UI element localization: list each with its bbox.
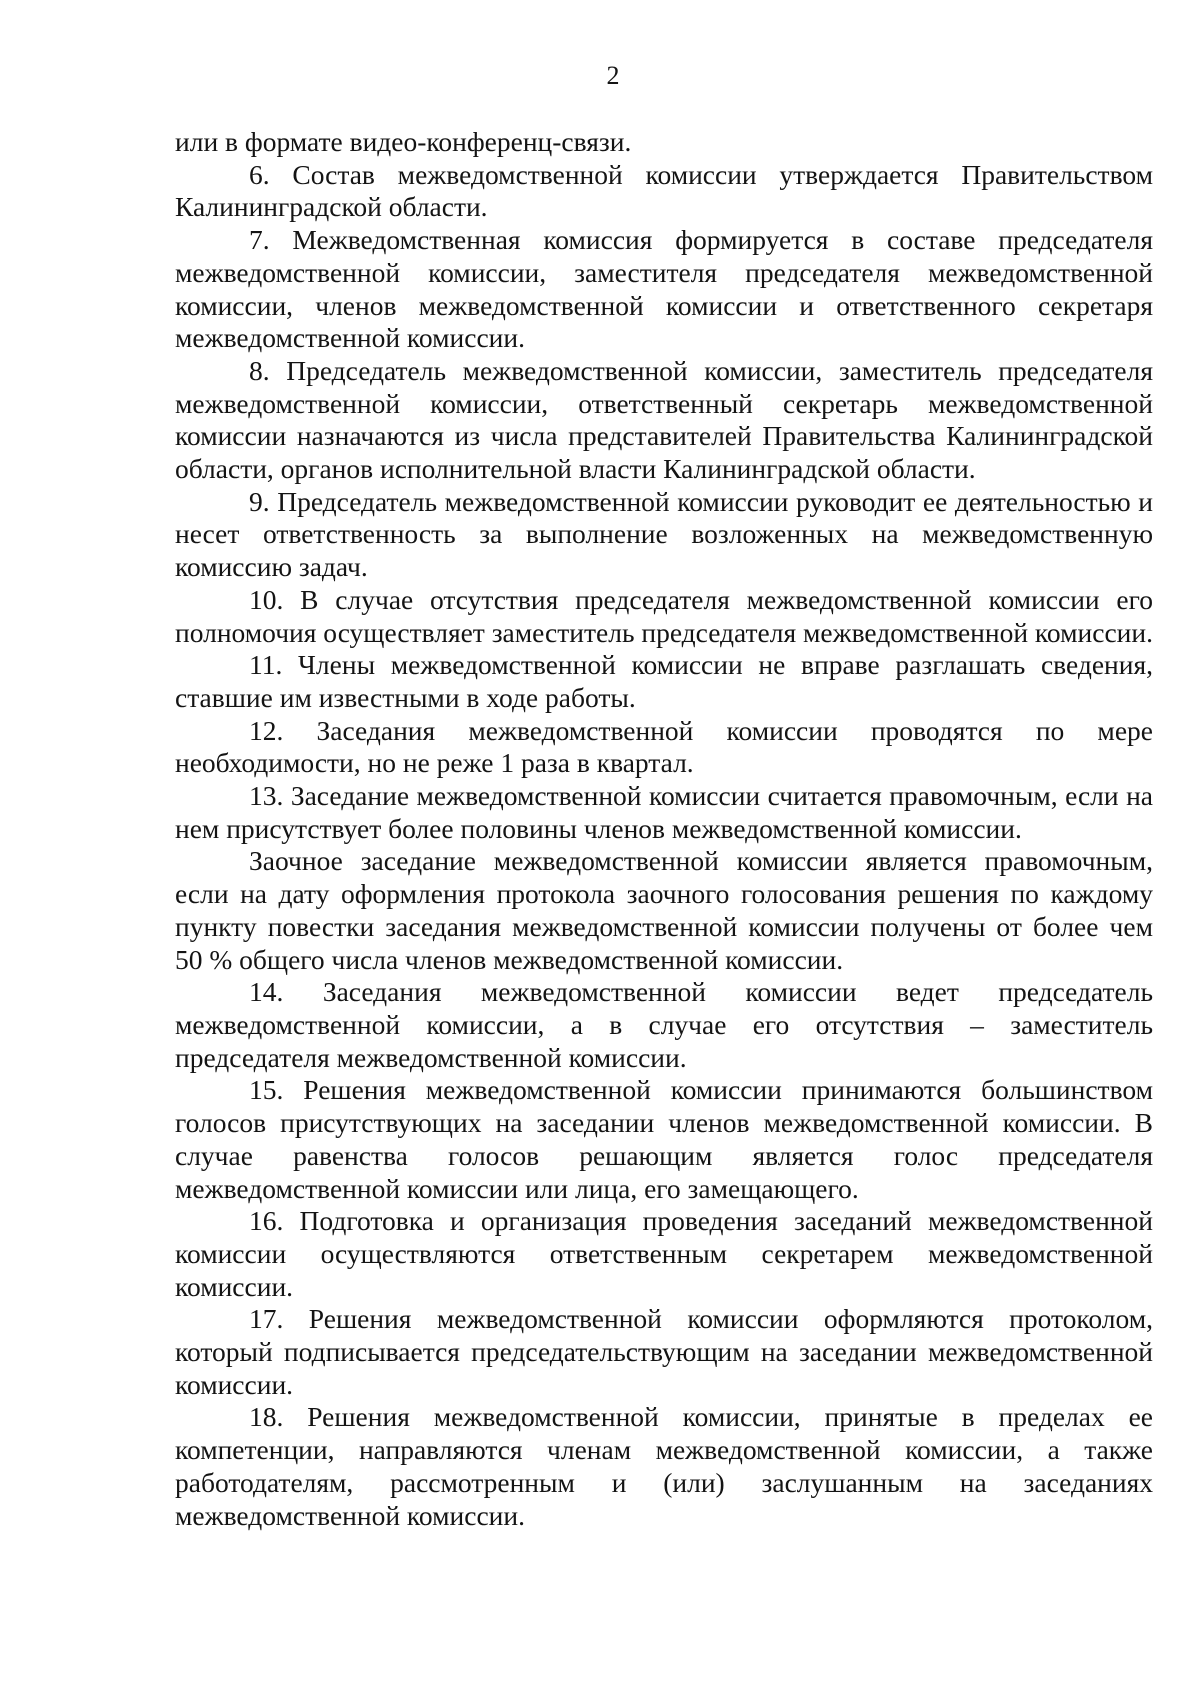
paragraph-item-16: 16. Подготовка и организация проведения заседаний межведомственной комиссии осуществляются ответственным секретарем межведомственной комиссии. [175, 1205, 1153, 1302]
paragraph-item-7: 7. Межведомственная комиссия формируется в составе председателя межведомственной комиссии, заместителя председателя межведомственной комиссии, членов межведомственной комиссии и ответственного секретаря межведомственной комиссии. [175, 224, 1153, 354]
paragraph-item-15: 15. Решения межведомственной комиссии принимаются большинством голосов присутствующих на заседании членов межведомственной комиссии. В случае равенства голосов решающим является голос председателя межведомственной комиссии или лица, его замещающего. [175, 1074, 1153, 1204]
paragraph-item-13: 13. Заседание межведомственной комиссии считается правомочным, если на нем присутствует более половины членов межведомственной комиссии. [175, 780, 1153, 844]
paragraph-item-12: 12. Заседания межведомственной комиссии проводятся по мере необходимости, но не реже 1 раза в квартал. [175, 714, 1153, 779]
page-number: 2 [606, 61, 620, 90]
paragraph-continuation: или в формате видео-конференц-связи. [175, 126, 632, 157]
paragraph-item-18: 18. Решения межведомственной комиссии, принятые в пределах ее компетенции, направляются членам межведомственной комиссии, а также работодателям, рассмотренным и (или) заслушанным на заседаниях межведомственной комиссии. [175, 1401, 1153, 1531]
paragraph-item-13-absentee: Заочное заседание межведомственной комиссии является правомочным, если на дату оформления протокола заочного голосования решения по каждому пункту повестки заседания межведомственной комиссии получены от более чем 50 % общего числа членов межведомственной комиссии. [175, 845, 1153, 975]
paragraph-item-14: 14. Заседания межведомственной комиссии ведет председатель межведомственной комиссии, а в случае его отсутствия – заместитель председателя межведомственной комиссии. [175, 976, 1153, 1073]
paragraph-item-8: 8. Председатель межведомственной комиссии, заместитель председателя межведомственной комиссии, ответственный секретарь межведомственной комиссии назначаются из числа представителей Правительства Калининградской области, органов исполнительной власти Калининградской области. [175, 354, 1153, 485]
paragraph-item-9: 9. Председатель межведомственной комиссии руководит ее деятельностью и несет ответственность за выполнение возложенных на межведомственную комиссию задач. [175, 485, 1153, 583]
paragraph-item-10: 10. В случае отсутствия председателя межведомственной комиссии его полномочия осуществляет заместитель председателя межведомственной комиссии. [175, 583, 1153, 648]
paragraph-item-17: 17. Решения межведомственной комиссии оформляются протоколом, который подписывается председательствующим на заседании межведомственной комиссии. [175, 1303, 1153, 1400]
document-body [175, 126, 1153, 1532]
paragraph-item-11: 11. Члены межведомственной комиссии не вправе разглашать сведения, ставшие им известными в ходе работы. [175, 649, 1153, 713]
paragraph-item-6: 6. Состав межведомственной комиссии утверждается Правительством Калининградской области. [175, 158, 1153, 223]
